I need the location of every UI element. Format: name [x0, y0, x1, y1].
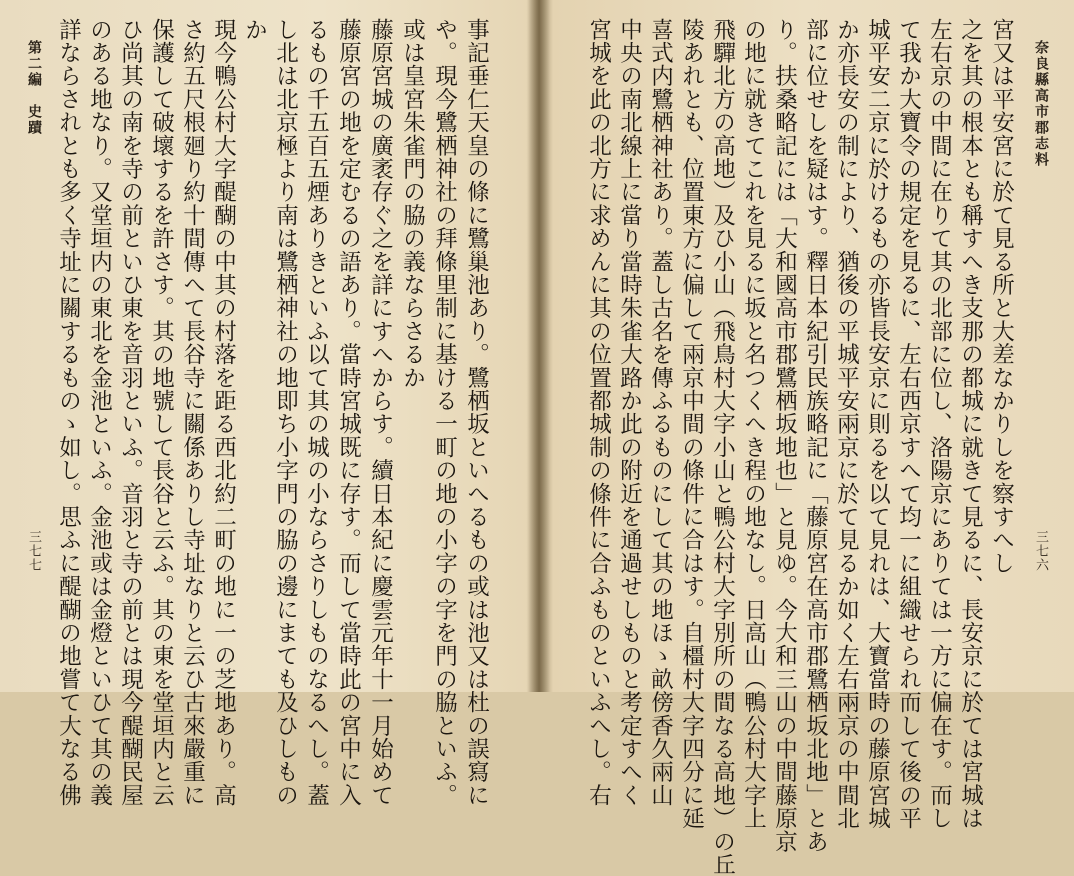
- text-column: るもの千五百五煙ありきといふ以て其の城の小ならさりしものなるへし。蓋: [303, 18, 330, 807]
- text-column: ひ尚其の南を寺の前といひ東を音羽といふ。音羽と寺の前とは現今醍醐民屋: [117, 18, 144, 807]
- text-column: の地に就きてこれを見るに坂と名つくへき程の地なし。日高山（鴨公村大字上: [740, 18, 767, 830]
- text-column: 城平安二京に於けるもの亦皆長安京に則るを以て見れは、大寶當時の藤原宮城: [864, 18, 891, 830]
- text-column: て我か大寶令の規定を見るに、左右西京すへて均一に組織せられ而して後の平: [895, 18, 922, 830]
- text-column: 宮城を此の北方に求めんに其の位置都城制の條件に合ふものといふへし。右: [585, 18, 612, 807]
- text-column: 喜式内鷺栖神社あり。蓋し古名を傳ふるものにして其の地ほゝ畝傍香久兩山: [647, 18, 674, 807]
- text-column: 現今鴨公村大字醍醐の中其の村落を距る西北約二町の地に一の芝地あり。高: [210, 18, 237, 807]
- text-column: か: [241, 18, 268, 42]
- text-column: 藤原宮の地を定むるの語あり。當時宮城既に存す。而して當時此の宮中に入: [335, 18, 362, 807]
- text-column: 保護して破壞するを許さす。其の地號して長谷と云ふ。其の東を堂垣内と云: [148, 18, 175, 807]
- text-column: 宮又は平安宮に於て見る所と大差なかりしを察すへし: [988, 18, 1015, 575]
- text-column: 左右京の中間に在りて其の北部に位し、洛陽京にありては一方に偏在す。而し: [926, 18, 953, 830]
- text-column: 飛驒北方の高地）及ひ小山（飛鳥村大字小山と鴨公村大字別所の間なる高地）の丘: [709, 18, 736, 876]
- text-column: 部に位せしを疑はす。釋日本紀引民族略記に「藤原宮在高市郡鷺栖坂北地」とあ: [802, 18, 829, 854]
- text-column: 詳ならされとも多く寺址に關するものゝ如し。思ふに醍醐の地嘗て大なる佛: [55, 18, 82, 807]
- running-head: 第二編 史蹟: [26, 40, 42, 136]
- text-column: 或は皇宮朱雀門の脇の義ならさるか: [399, 18, 426, 390]
- text-column: 之を其の根本とも稱すへき支那の都城に就きて見るに、長安京に於ては宮城は: [957, 18, 984, 830]
- text-column: 事記垂仁天皇の條に鷺巢池あり。鷺栖坂といへるもの或は池又は杜の誤寫に: [463, 18, 490, 807]
- page-number: 三七六: [1033, 530, 1048, 572]
- text-column: 陵あれとも、位置東方に偏して兩京中間の條件に合はす。自橿村大字四分に延: [678, 18, 705, 830]
- text-column: か亦長安の制により、猶後の平城平安兩京に於て見るか如く左右兩京の中間北: [833, 18, 860, 830]
- page-number: 三七七: [26, 530, 41, 572]
- text-column: り。扶桑略記には「大和國高市郡鷺栖坂地也」と見ゆ。今大和三山の中間藤原京: [771, 18, 798, 854]
- text-column: さ約五尺根廻り約十間傳へて長谷寺に關係ありし寺址なりと云ひ古來嚴重に: [179, 18, 206, 807]
- text-column: 中央の南北線上に當り當時朱雀大路か此の附近を通過せしものと考定すへく: [616, 18, 643, 807]
- text-column: 藤原宮城の廣袤存ぐ之を詳にすへからす。續日本紀に慶雲元年十一月始めて: [367, 18, 394, 807]
- left-page: [0, 0, 538, 807]
- text-column: のある地なり。又堂垣内の東北を金池といふ。金池或は金燈といひて其の義: [86, 18, 113, 807]
- text-column: し北は北京極より南は鷺栖神社の地即ち小字門の脇の邊にまても及ひしもの: [272, 18, 299, 807]
- running-head: 奈良縣高市郡志料: [1033, 40, 1049, 168]
- text-column: や。現今鷺栖神社の拜條里制に基ける一町の地の小字の字を門の脇といふ。: [431, 18, 458, 807]
- right-page: [538, 0, 1074, 876]
